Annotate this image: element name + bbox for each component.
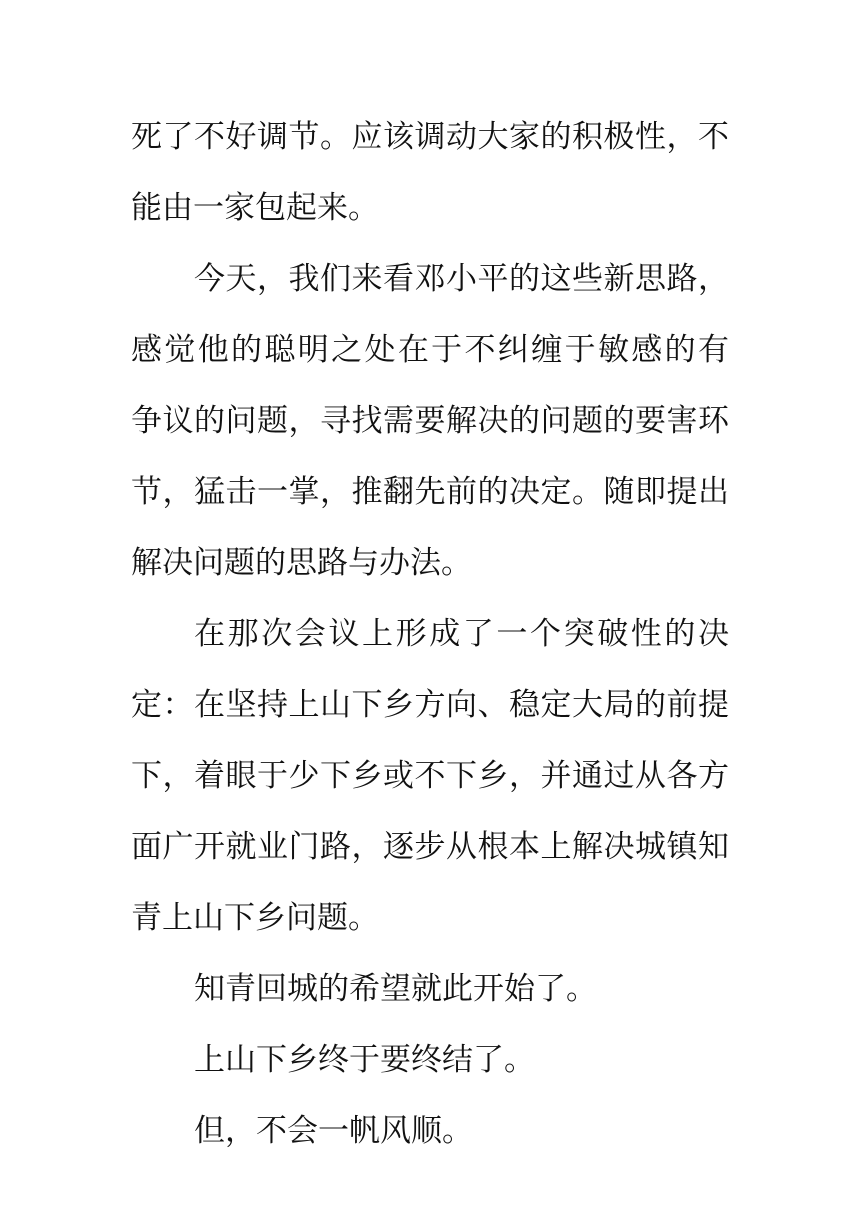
text-line: 下，着眼于少下乡或不下乡，并通过从各方 <box>131 758 729 794</box>
text-line: 节，猛击一掌，推翻先前的决定。随即提出 <box>131 474 729 510</box>
text-line: 能由一家包起来。 <box>131 190 379 226</box>
paragraph-first-line: 今天，我们来看邓小平的这些新思路， <box>194 261 729 297</box>
paragraph-first-line: 但，不会一帆风顺。 <box>194 1113 473 1149</box>
text-line: 解决问题的思路与办法。 <box>131 545 472 581</box>
paragraph-first-line: 知青回城的希望就此开始了。 <box>194 971 597 1007</box>
text-line: 青上山下乡问题。 <box>131 900 379 936</box>
text-line: 定：在坚持上山下乡方向、稳定大局的前提 <box>131 687 729 723</box>
text-line: 面广开就业门路，逐步从根本上解决城镇知 <box>131 829 729 865</box>
text-line: 争议的问题，寻找需要解决的问题的要害环 <box>131 403 729 439</box>
text-line: 感觉他的聪明之处在于不纠缠于敏感的有 <box>131 332 729 368</box>
paragraph-first-line: 上山下乡终于要终结了。 <box>194 1042 535 1078</box>
text-line: 死了不好调节。应该调动大家的积极性，不 <box>131 119 729 155</box>
paragraph-first-line: 在那次会议上形成了一个突破性的决 <box>194 616 729 652</box>
